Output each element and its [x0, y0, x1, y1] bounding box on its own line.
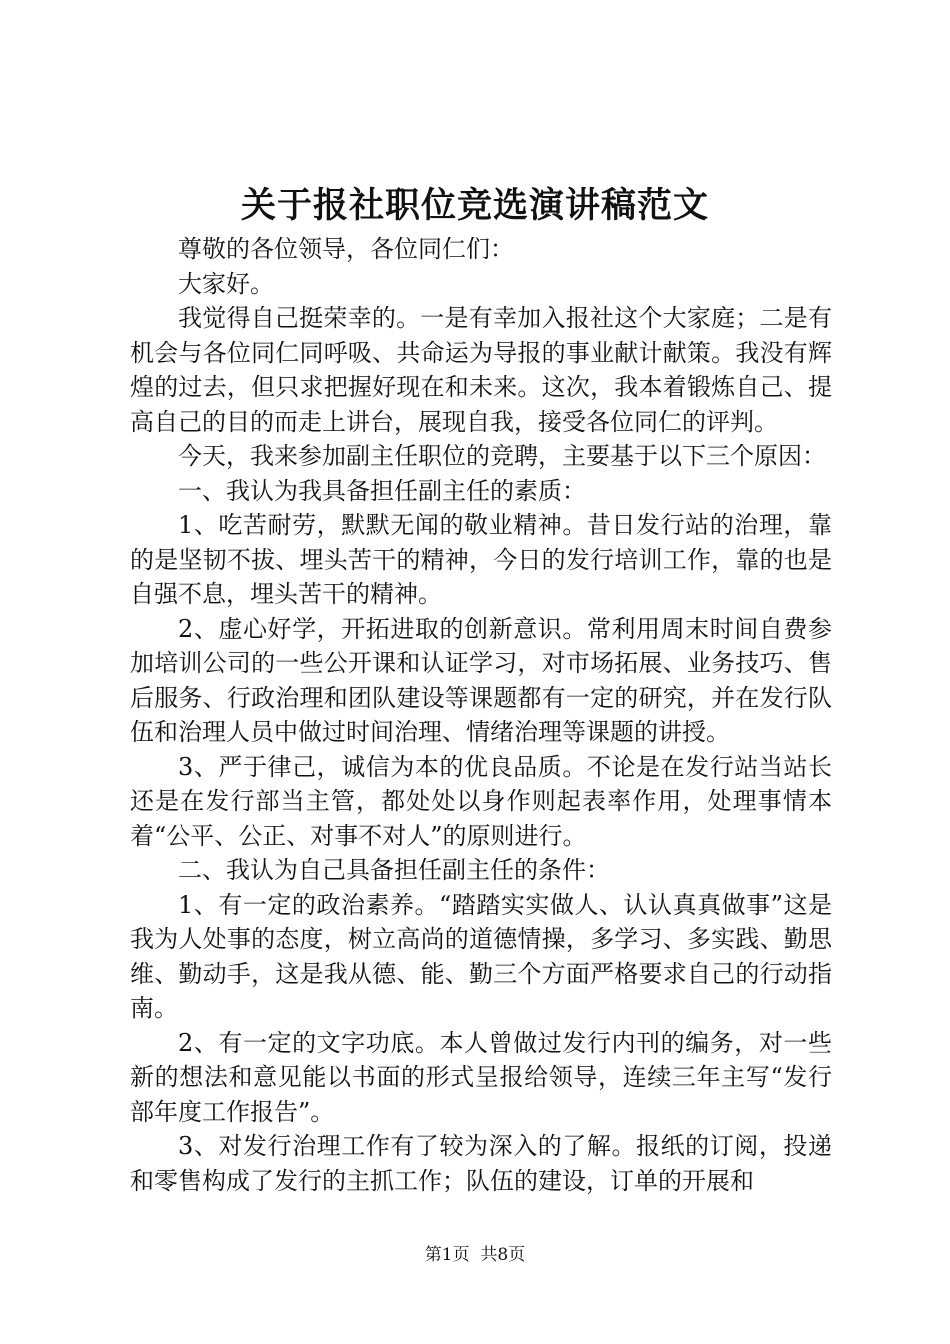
document-body	[130, 232, 832, 1198]
paragraph: 3、严于律己，诚信为本的优良品质。不论是在发行站当站长还是在发行部当主管，都处处以身作则起表率作用，处理事情本着“公平、公正、对事不对人”的原则进行。	[130, 752, 832, 850]
section-heading: 二、我认为自己具备担任副主任的条件：	[178, 856, 610, 884]
paragraph: 2、虚心好学，开拓进取的创新意识。常利用周末时间自费参加培训公司的一些公开课和认证学习，对市场拓展、业务技巧、售后服务、行政治理和团队建设等课题都有一定的研究，并在发行队伍和治理人员中做过时间治理、情绪治理等课题的讲授。	[130, 614, 832, 746]
paragraph-salutation: 尊敬的各位领导，各位同仁们：	[178, 235, 514, 263]
paragraph: 1、有一定的政治素养。“踏踏实实做人、认认真真做事”这是我为人处事的态度，树立高尚的道德情操，多学习、多实践、勤思维、勤动手，这是我从德、能、勤三个方面严格要求自己的行动指南。	[130, 890, 832, 1022]
paragraph: 我觉得自己挺荣幸的。一是有幸加入报社这个大家庭；二是有机会与各位同仁同呼吸、共命运为导报的事业献计献策。我没有辉煌的过去，但只求把握好现在和未来。这次，我本着锻炼自己、提高自己的目的而走上讲台，展现自我，接受各位同仁的评判。	[130, 304, 832, 436]
document-title: 关于报社职位竞选演讲稿范文	[240, 185, 709, 226]
paragraph: 3、对发行治理工作有了较为深入的了解。报纸的订阅，投递和零售构成了发行的主抓工作；队伍的建设，订单的开展和	[130, 1132, 832, 1195]
page-footer	[0, 1243, 950, 1267]
paragraph: 今天，我来参加副主任职位的竞聘，主要基于以下三个原因：	[178, 442, 826, 470]
section-heading: 一、我认为我具备担任副主任的素质：	[178, 476, 586, 505]
paragraph: 1、吃苦耐劳，默默无闻的敬业精神。昔日发行站的治理，靠的是坚韧不拔、埋头苦干的精神，今日的发行培训工作，靠的也是自强不息，埋头苦干的精神。	[130, 511, 832, 608]
page-number: 第1页	[424, 1245, 470, 1265]
paragraph-greeting: 大家好。	[178, 269, 274, 298]
page-total: 共8页	[480, 1245, 526, 1265]
paragraph: 2、有一定的文字功底。本人曾做过发行内刊的编务，对一些新的想法和意见能以书面的形式呈报给领导，连续三年主写“发行部年度工作报告”。	[130, 1028, 832, 1126]
